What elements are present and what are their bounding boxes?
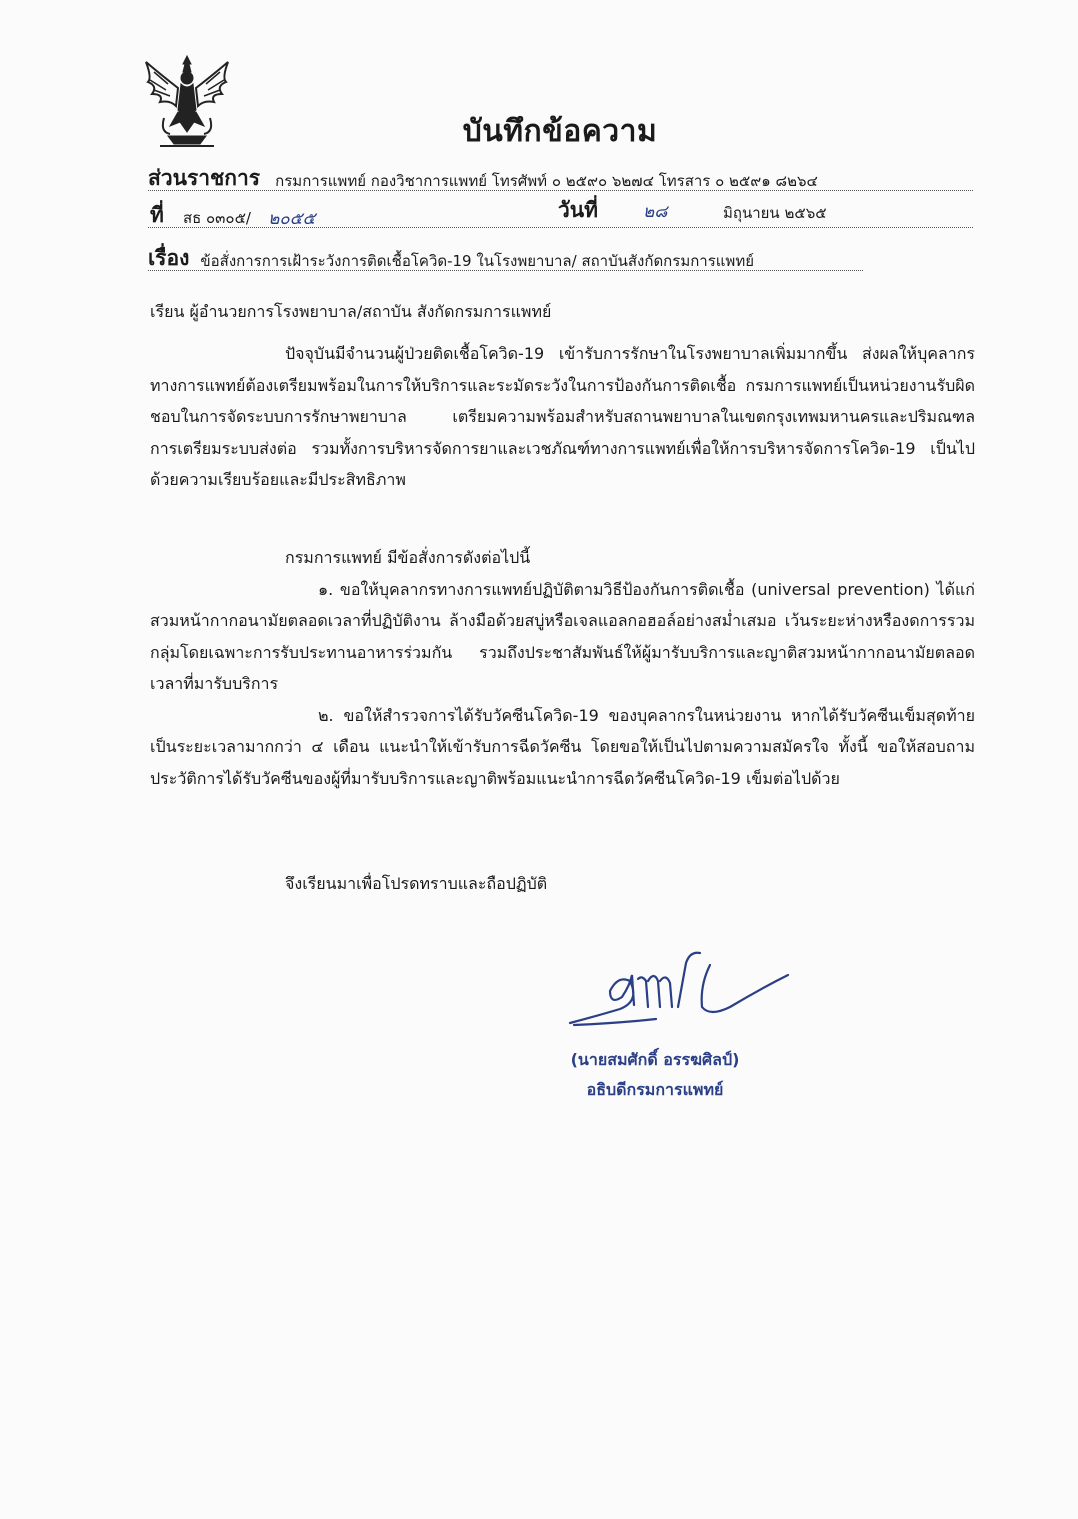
reference-prefix: สธ ๐๓๐๕/	[182, 209, 251, 227]
agency-line	[148, 162, 973, 191]
paragraph-background	[150, 338, 975, 496]
reference-label: ที่	[150, 203, 164, 227]
directive-item-2: ๒. ขอให้สำรวจการได้รับวัคซีนโควิด-19 ของบุคลากรในหน่วยงาน หากได้รับวัคซีนเข็มสุดท้ายเป็นระยะเวลามากกว่า ๔ เดือน แนะนำให้เข้ารับการฉีดวัคซีน โดยขอให้เป็นไปตามความสมัครใจ ทั้งนี้ ขอให้สอบถามประวัติการได้รับวัคซีนของผู้ที่มารับบริการและญาติพร้อมแนะนำการฉีดวัคซีนโควิด-19 เข็มต่อไปด้วย	[150, 705, 975, 788]
date-month-year: มิถุนายน ๒๕๖๕	[723, 204, 827, 222]
closing-section	[150, 868, 975, 900]
signature-image	[560, 945, 800, 1035]
date-label: วันที่	[558, 198, 598, 222]
directive-item-1: ๑. ขอให้บุคลากรทางการแพทย์ปฏิบัติตามวิธีป้องกันการติดเชื้อ (universal prevention) ได้แก่ สวมหน้ากากอนามัยตลอดเวลาที่ปฏิบัติงาน ล้างมือด้วยสบู่หรือเจลแอลกอฮอล์อย่างสม่ำเสมอ เว้นระยะห่างหรืองดการรวมกลุ่มโดยเฉพาะการรับประทานอาหารร่วมกัน รวมถึงประชาสัมพันธ์ให้ผู้มารับบริการและญาติสวมหน้ากากอนามัยตลอดเวลาที่มารับบริการ	[150, 579, 975, 693]
directives-section	[150, 542, 975, 794]
document-title: บันทึกข้อความ	[462, 114, 658, 149]
signatory-name: (นายสมศักดิ์ อรรฆศิลป์)	[570, 1050, 740, 1069]
agency-label: ส่วนราชการ	[148, 166, 261, 190]
directives-intro: กรมการแพทย์ มีข้อสั่งการดังต่อไปนี้	[285, 548, 531, 567]
para1-text: ปัจจุบันมีจำนวนผู้ป่วยติดเชื้อโควิด-19 เข้ารับการรักษาในโรงพยาบาลเพิ่มมากขึ้น ส่งผลให้บุคลากรทางการแพทย์ต้องเตรียมพร้อมในการให้บริการและระมัดระวังในการป้องกันการติดเชื้อ กรมการแพทย์เป็นหน่วยงานรับผิดชอบในการจัดระบบการรักษาพยาบาล เตรียมความพร้อมสำหรับสถานพยาบาลในเขตกรุงเทพมหานครและปริมณฑล การเตรียมระบบส่งต่อ รวมทั้งการบริหารจัดการยาและเวชภัณฑ์ทางการแพทย์เพื่อให้การบริหารจัดการโควิด-19 เป็นไปด้วยความเรียบร้อยและมีประสิทธิภาพ	[150, 344, 975, 489]
subject-value: ข้อสั่งการการเฝ้าระวังการติดเชื้อโควิด-19 ในโรงพยาบาล/ สถาบันสังกัดกรมการแพทย์	[200, 252, 755, 270]
garuda-emblem-icon	[140, 52, 235, 152]
closing-text: จึงเรียนมาเพื่อโปรดทราบและถือปฏิบัติ	[285, 874, 548, 893]
reference-number: ๒๐๕๕	[268, 209, 316, 229]
subject-label: เรื่อง	[148, 246, 190, 270]
date-day: ๒๘	[643, 202, 668, 222]
subject-line	[148, 242, 863, 271]
salutation: เรียน ผู้อำนวยการโรงพยาบาล/สถาบัน สังกัดกรมการแพทย์	[150, 302, 552, 321]
reference-date-line	[148, 199, 973, 228]
agency-value: กรมการแพทย์ กองวิชาการแพทย์ โทรศัพท์ ๐ ๒๕๙๐ ๖๒๗๔ โทรสาร ๐ ๒๕๙๑ ๘๒๖๔	[275, 172, 818, 190]
signatory-position: อธิบดีกรมการแพทย์	[586, 1080, 724, 1099]
